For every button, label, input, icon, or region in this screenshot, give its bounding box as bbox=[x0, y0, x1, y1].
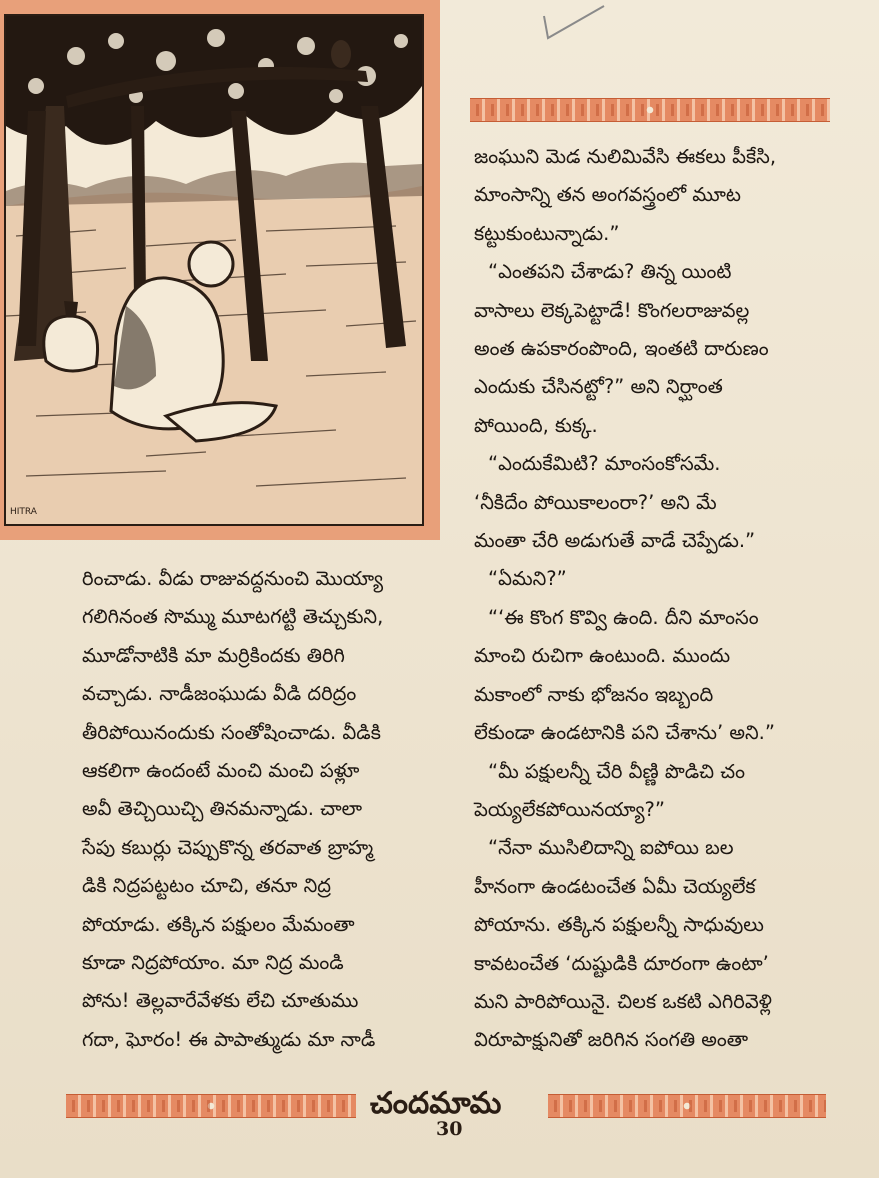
text-line: మూడోనాటికి మా మర్రికిందకు తిరిగి bbox=[82, 643, 345, 667]
text-line: అవీ తెచ్చియిచ్చి తినమన్నాడు. చాలా bbox=[82, 797, 363, 821]
text-line: పోయాడు. తక్కిన పక్షులం మేమంతా bbox=[82, 912, 355, 936]
text-line: మకాంలో నాకు భోజనం ఇబ్బంది bbox=[474, 682, 714, 706]
text-line: గలిగినంత సొమ్ము మూటగట్టి తెచ్చుకుని, bbox=[82, 605, 384, 629]
right-text-column bbox=[474, 138, 844, 1060]
text-line: పోయాను. తక్కిన పక్షులన్నీ సాధువులు bbox=[474, 913, 764, 937]
pencil-check-mark bbox=[540, 2, 610, 42]
text-line: హీనంగా ఉండటంచేత ఏమీ చెయ్యలేక bbox=[474, 874, 756, 898]
ornament-band-footer-left bbox=[66, 1094, 356, 1118]
text-line: పోయింది, కుక్క. bbox=[474, 413, 598, 437]
artist-signature: HITRA bbox=[10, 507, 37, 517]
ornament-band-top bbox=[470, 98, 830, 122]
text-line: డికి నిద్రపట్టటం చూచి, తనూ నిద్ర bbox=[82, 874, 332, 898]
text-line: వాసాలు లెక్కపెట్టాడే! కొంగలరాజువల్ల bbox=[474, 298, 750, 322]
ornament-band-footer-right bbox=[548, 1094, 826, 1118]
text-line: “నేనా ముసిలిదాన్ని ఐపోయి బల bbox=[488, 836, 734, 860]
text-line: గదా, ఘోరం! ఈ పాపాత్ముడు మా నాడీ bbox=[82, 1027, 376, 1051]
text-line: ‘నీకిదేం పోయికాలంరా?’ అని మే bbox=[474, 490, 717, 514]
text-line: ఎందుకు చేసినట్టో?” అని నిర్ఘాంత bbox=[474, 375, 723, 399]
text-line: వచ్చాడు. నాడీజంఘుడు వీడి దరిద్రం bbox=[82, 682, 357, 706]
text-line: మని పారిపోయినై. చిలక ఒకటి ఎగిరివెళ్లి bbox=[474, 989, 772, 1013]
text-line: “‘ఈ కొంగ కొవ్వి ఉంది. దీని మాంసం bbox=[488, 605, 759, 629]
text-line: మాంసాన్ని తన అంగవస్త్రంలో మూట bbox=[474, 183, 741, 207]
text-line: అంత ఉపకారంపొంది, ఇంతటి దారుణం bbox=[474, 337, 769, 361]
text-line: “ఎంతపని చేశాడు? తిన్న యింటి bbox=[488, 260, 732, 284]
text-line: విరూపాక్షునితో జరిగిన సంగతి అంతా bbox=[474, 1028, 749, 1052]
illustration-frame bbox=[0, 0, 440, 540]
text-line: “ఏమని?” bbox=[488, 567, 567, 591]
text-line: కావటంచేత ‘దుష్టుడికి దూరంగా ఉంటా’ bbox=[474, 951, 769, 975]
text-line: పెయ్యలేకపోయినయ్యా?” bbox=[474, 797, 665, 821]
illustration bbox=[4, 14, 424, 526]
text-line: కట్టుకుంటున్నాడు.” bbox=[474, 221, 620, 245]
magazine-title: చందమామ bbox=[370, 1086, 502, 1121]
text-line: “మీ పక్షులన్నీ చేరి వీణ్ణి పొడిచి చం bbox=[488, 759, 745, 783]
text-line: మాంచి రుచిగా ఉంటుంది. ముందు bbox=[474, 644, 731, 668]
text-line: సేపు కబుర్లు చెప్పుకొన్న తరవాత బ్రాహ్మ bbox=[82, 835, 374, 859]
text-line: లేకుండా ఉండటానికి పని చేశాను’ అని.” bbox=[474, 721, 775, 745]
text-line: “ఎందుకేమిటి? మాంసంకోసమే. bbox=[488, 452, 721, 476]
page-number: 30 bbox=[436, 1118, 463, 1140]
text-line: జంఘుని మెడ నులిమివేసి ఈకలు పీకేసి, bbox=[474, 145, 777, 168]
text-line: పోను! తెల్లవారేవేళకు లేచి చూతుము bbox=[82, 989, 359, 1013]
illustration-icon bbox=[6, 16, 422, 524]
text-line: రించాడు. వీడు రాజువద్దనుంచి మొయ్యా bbox=[82, 567, 384, 590]
left-text-column bbox=[82, 560, 442, 1059]
text-line: మంతా చేరి అడుగుతే వాడే చెప్పేడు.” bbox=[474, 529, 756, 553]
text-line: కూడా నిద్రపోయాం. మా నిద్ర మండి bbox=[82, 951, 344, 975]
text-line: ఆకలిగా ఉందంటే మంచి మంచి పళ్లూ bbox=[82, 759, 360, 783]
text-line: తీరిపోయినందుకు సంతోషించాడు. వీడికి bbox=[82, 720, 381, 744]
